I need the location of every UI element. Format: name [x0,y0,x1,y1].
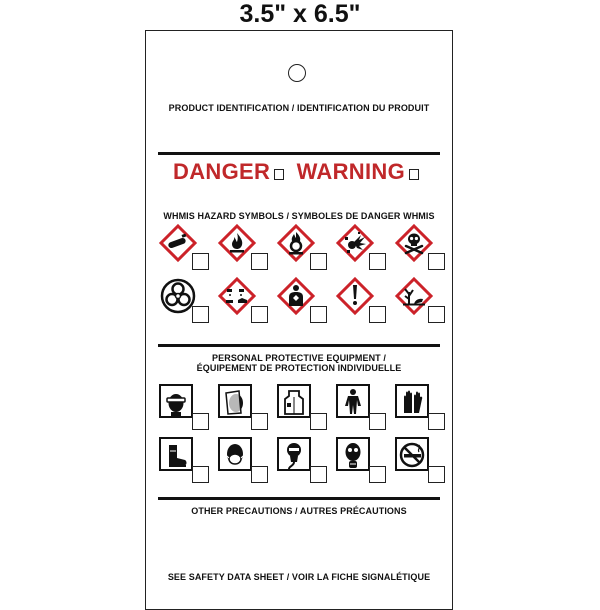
danger-word: DANGER [173,159,271,184]
danger-checkbox[interactable] [274,169,284,180]
whmis-cell-corrosion [217,276,271,328]
goggles-checkbox[interactable] [192,413,209,430]
other-precautions-caption: OTHER PRECAUTIONS / AUTRES PRÉCAUTIONS [191,506,407,516]
ppe-cell-no-smoking [394,436,448,488]
exploding-bomb-checkbox[interactable] [369,253,386,270]
safety-tag [145,30,453,610]
ppe-cell-dust-mask [217,436,271,488]
dust-mask-icon [227,444,243,464]
biohazard-checkbox[interactable] [192,306,209,323]
whmis-heading: WHMIS HAZARD SYMBOLS / SYMBOLES DE DANGER WHMIS [163,211,435,221]
supplied-air-checkbox[interactable] [310,466,327,483]
ppe-cell-gas-mask [335,436,389,488]
face-shield-checkbox[interactable] [251,413,268,430]
apron-checkbox[interactable] [310,413,327,430]
health-hazard-checkbox[interactable] [310,306,327,323]
product-identification-caption: PRODUCT IDENTIFICATION / IDENTIFICATION DU PRODUIT [168,103,430,113]
whmis-cell-exploding-bomb [335,223,389,275]
ppe-heading-line1: PERSONAL PROTECTIVE EQUIPMENT / [212,353,386,363]
skull-crossbones-checkbox[interactable] [428,253,445,270]
ppe-cell-apron [276,383,330,435]
warning-word: WARNING [296,159,405,184]
whmis-cell-health-hazard [276,276,330,328]
exclamation-mark-checkbox[interactable] [369,306,386,323]
ppe-cell-gloves [394,383,448,435]
ppe-cell-boots [158,436,212,488]
ppe-cell-supplied-air [276,436,330,488]
gas-mask-checkbox[interactable] [369,466,386,483]
ppe-cell-face-shield [217,383,271,435]
divider-bottom [158,497,440,500]
gloves-checkbox[interactable] [428,413,445,430]
whmis-cell-gas-cylinder [158,223,212,275]
ppe-cell-goggles [158,383,212,435]
divider-middle [158,344,440,347]
ppe-heading-line2: ÉQUIPEMENT DE PROTECTION INDIVIDUELLE [196,363,402,373]
flame-over-circle-checkbox[interactable] [310,253,327,270]
environment-checkbox[interactable] [428,306,445,323]
gas-cylinder-checkbox[interactable] [192,253,209,270]
ppe-cell-suit [335,383,389,435]
tag-size-label: 3.5" x 6.5" [239,0,361,28]
corrosion-checkbox[interactable] [251,306,268,323]
flame-checkbox[interactable] [251,253,268,270]
whmis-cell-biohazard [158,276,212,328]
whmis-cell-skull-crossbones [394,223,448,275]
whmis-cell-environment [394,276,448,328]
see-sds-caption: SEE SAFETY DATA SHEET / VOIR LA FICHE SIGNALÉTIQUE [167,572,431,582]
signal-word-row [146,159,452,185]
warning-checkbox[interactable] [409,169,419,180]
grommet-hole [288,64,306,82]
divider-top [158,152,440,155]
suit-checkbox[interactable] [369,413,386,430]
whmis-cell-exclamation [335,276,389,328]
dust-mask-checkbox[interactable] [251,466,268,483]
whmis-cell-flame-over-circle [276,223,330,275]
no-smoking-checkbox[interactable] [428,466,445,483]
whmis-cell-flame [217,223,271,275]
boots-checkbox[interactable] [192,466,209,483]
